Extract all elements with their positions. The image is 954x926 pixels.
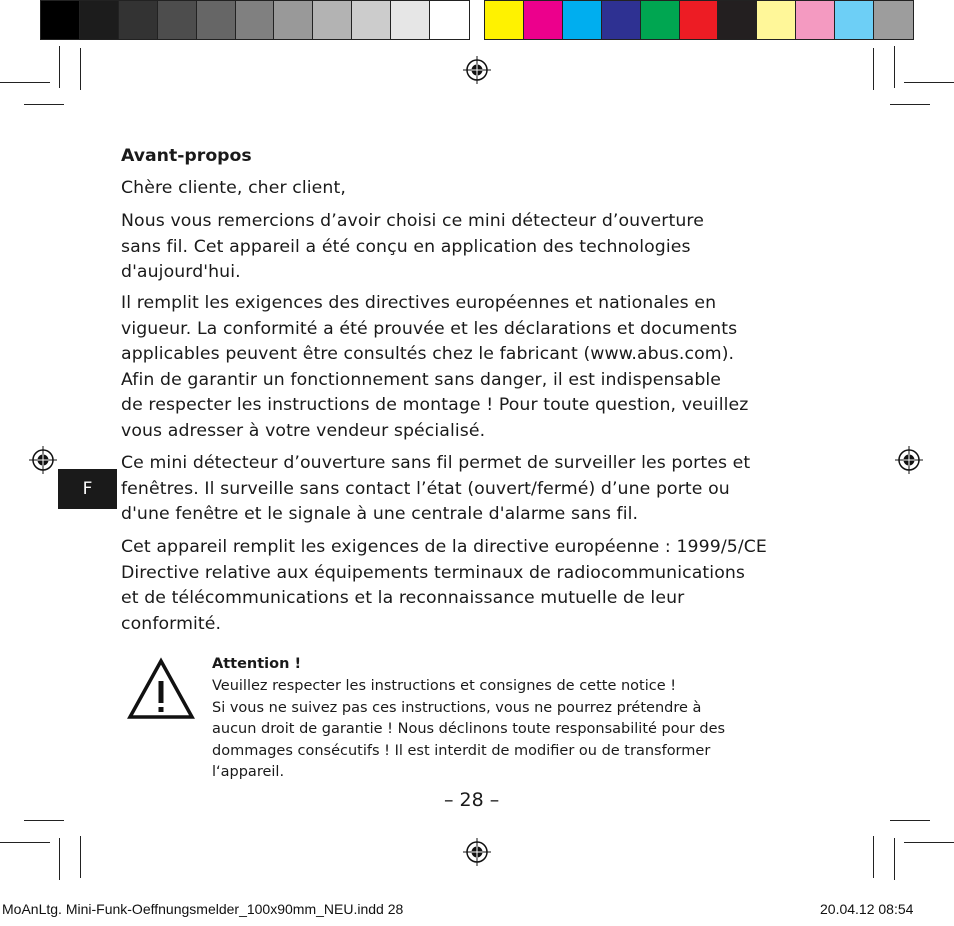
section-heading: Avant-propos (121, 146, 252, 166)
color-swatch (524, 1, 563, 39)
body-text-line: de respecter les instructions de montage ! Pour toute question, veuillez (121, 395, 749, 415)
body-text-line: Afin de garantir un fonctionnement sans danger, il est indispensable (121, 369, 722, 390)
warning-text-line: dommages consécutifs ! Il est interdit de modifier ou de transformer (212, 742, 711, 759)
registration-mark-icon (894, 445, 924, 475)
body-text-line: Il remplit les exigences des directives européennes et nationales en (121, 293, 717, 313)
crop-mark (890, 820, 930, 821)
color-swatch (680, 1, 719, 39)
grayscale-color-bar (40, 0, 470, 40)
crop-mark (0, 842, 50, 843)
crop-mark (873, 836, 874, 878)
crop-mark (59, 46, 60, 88)
color-swatch (274, 1, 313, 39)
color-swatch (430, 1, 469, 39)
color-swatch (352, 1, 391, 39)
color-swatch (874, 1, 913, 39)
crop-mark (80, 48, 81, 90)
color-swatch (835, 1, 874, 39)
body-text-line: Cet appareil remplit les exigences de la directive européenne : 1999/5/CE (121, 537, 767, 557)
body-text-line: Chère cliente, cher client, (121, 178, 346, 198)
color-swatch (313, 1, 352, 39)
crop-mark (0, 82, 50, 83)
crop-mark (24, 820, 64, 821)
crop-mark (890, 104, 930, 105)
crop-mark (59, 838, 60, 880)
crop-mark (873, 48, 874, 90)
color-swatch (563, 1, 602, 39)
warning-text-line: Si vous ne suivez pas ces instructions, vous ne pourrez prétendre à (212, 699, 702, 716)
warning-text-line: aucun droit de garantie ! Nous déclinons toute responsabilité pour des (212, 721, 726, 738)
crop-mark (894, 46, 895, 88)
body-text-line: conformité. (121, 613, 222, 634)
body-text-line: Ce mini détecteur d’ouverture sans fil permet de surveiller les portes et (121, 453, 751, 473)
process-color-bar (484, 0, 914, 40)
color-swatch (41, 1, 80, 39)
crop-mark (24, 104, 64, 105)
color-swatch (391, 1, 430, 39)
color-swatch (641, 1, 680, 39)
body-text-line: sans fil. Cet appareil a été conçu en application des technologies (121, 236, 691, 257)
color-swatch (158, 1, 197, 39)
color-swatch (718, 1, 757, 39)
color-swatch (602, 1, 641, 39)
registration-mark-icon (462, 55, 492, 85)
language-tab: F (58, 469, 117, 509)
slug-filename: MoAnLtg. Mini-Funk-Oeffnungsmelder_100x90mm_NEU.indd 28 (2, 901, 404, 917)
body-text-line: applicables peuvent être consultés chez le fabricant (www.abus.com). (121, 344, 735, 364)
page-number: – 28 – (444, 789, 500, 811)
registration-mark-icon (28, 445, 58, 475)
crop-mark (80, 836, 81, 878)
color-swatch (197, 1, 236, 39)
color-swatch (757, 1, 796, 39)
body-text-line: Directive relative aux équipements terminaux de radiocommunications (121, 562, 746, 583)
slug-datetime: 20.04.12 08:54 (820, 901, 914, 917)
body-text-line: vigueur. La conformité a été prouvée et les déclarations et documents (121, 318, 738, 339)
color-swatch (796, 1, 835, 39)
warning-title: Attention ! (212, 656, 302, 672)
body-text-line: vous adresser à votre vendeur spécialisé. (121, 420, 486, 441)
crop-mark (904, 82, 954, 83)
body-text-line: Nous vous remercions d’avoir choisi ce mini détecteur d’ouverture (121, 211, 704, 231)
color-swatch (80, 1, 119, 39)
body-text-line: et de télécommunications et la reconnaissance mutuelle de leur (121, 588, 685, 608)
body-text-line: d'aujourd'hui. (121, 262, 241, 282)
crop-mark (904, 842, 954, 843)
color-swatch (236, 1, 275, 39)
warning-text-line: l‘appareil. (212, 764, 285, 781)
warning-text-line: Veuillez respecter les instructions et consignes de cette notice ! (212, 678, 677, 694)
warning-triangle-icon (126, 657, 196, 721)
color-swatch (485, 1, 524, 39)
color-swatch (119, 1, 158, 39)
crop-mark (894, 838, 895, 880)
body-text-line: d'une fenêtre et le signale à une centrale d'alarme sans fil. (121, 504, 639, 524)
body-text-line: fenêtres. Il surveille sans contact l’état (ouvert/fermé) d’une porte ou (121, 478, 730, 499)
registration-mark-icon (462, 837, 492, 867)
